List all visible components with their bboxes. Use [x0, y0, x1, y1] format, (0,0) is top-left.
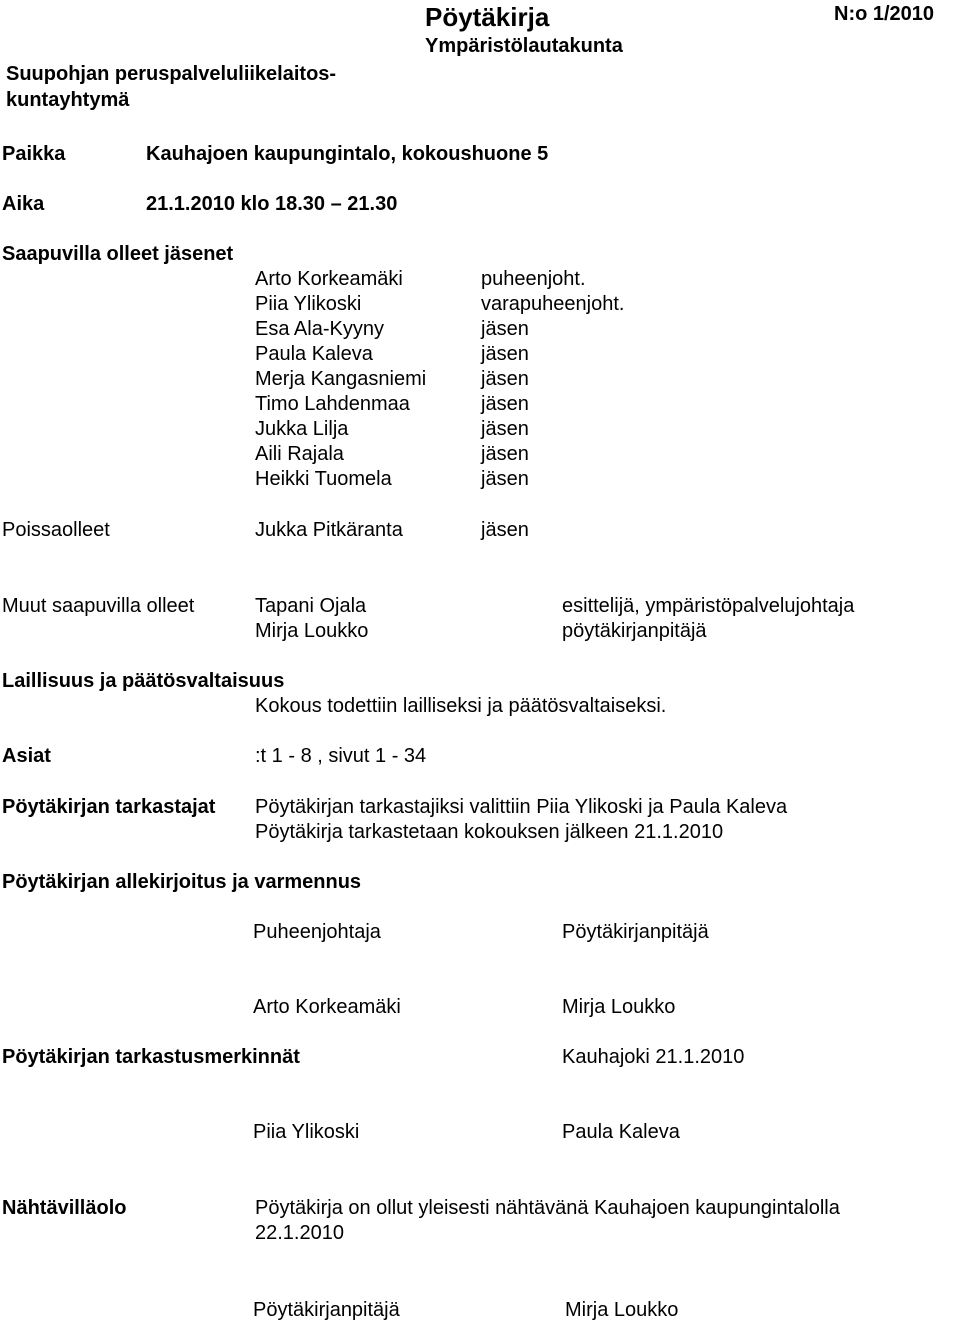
display-sign-title: Pöytäkirjanpitäjä — [253, 1299, 400, 1321]
other-person-role: esittelijä, ympäristöpalvelujohtaja — [562, 595, 855, 617]
member-name: Esa Ala-Kyyny — [255, 318, 384, 340]
absent-label: Poissaolleet — [2, 519, 110, 541]
display-line1: Pöytäkirja on ollut yleisesti nähtävänä Kauhajoen kaupungintalolla — [255, 1197, 840, 1219]
member-role: puheenjoht. — [481, 268, 586, 290]
member-role: jäsen — [481, 393, 529, 415]
secretary-name: Mirja Loukko — [562, 996, 676, 1018]
other-person-name: Tapani Ojala — [255, 595, 367, 617]
display-sign-name: Mirja Loukko — [565, 1299, 679, 1321]
items-text: :t 1 - 8 , sivut 1 - 34 — [255, 745, 427, 767]
organization-name-line2: kuntayhtymä — [6, 89, 130, 111]
member-name: Aili Rajala — [255, 443, 344, 465]
chair-title: Puheenjohtaja — [253, 921, 381, 943]
committee-name: Ympäristölautakunta — [425, 35, 623, 57]
organization-name-line1: Suupohjan peruspalveluliikelaitos- — [6, 63, 337, 85]
member-name: Merja Kangasniemi — [255, 368, 427, 390]
inspectors-label: Pöytäkirjan tarkastajat — [2, 796, 216, 818]
display-label: Nähtävilläolo — [2, 1197, 127, 1219]
chair-name: Arto Korkeamäki — [253, 996, 401, 1018]
member-name: Arto Korkeamäki — [255, 268, 403, 290]
member-name: Jukka Lilja — [255, 418, 349, 440]
time-value: 21.1.2010 klo 18.30 – 21.30 — [146, 193, 398, 215]
display-line2: 22.1.2010 — [255, 1222, 344, 1244]
others-present-label: Muut saapuvilla olleet — [2, 595, 195, 617]
other-person-name: Mirja Loukko — [255, 620, 369, 642]
legality-heading: Laillisuus ja päätösvaltaisuus — [2, 670, 285, 692]
time-label: Aika — [2, 193, 45, 215]
document-title: Pöytäkirja — [425, 2, 550, 32]
inspector-1-name: Piia Ylikoski — [253, 1121, 360, 1143]
present-members-label: Saapuvilla olleet jäsenet — [2, 243, 234, 265]
member-role: jäsen — [481, 443, 529, 465]
member-name: Heikki Tuomela — [255, 468, 392, 490]
member-role: jäsen — [481, 318, 529, 340]
inspector-2-name: Paula Kaleva — [562, 1121, 680, 1143]
member-role: jäsen — [481, 343, 529, 365]
member-name: Paula Kaleva — [255, 343, 373, 365]
items-label: Asiat — [2, 745, 51, 767]
absent-name: Jukka Pitkäranta — [255, 519, 403, 541]
document-number: N:o 1/2010 — [834, 3, 935, 25]
member-name: Piia Ylikoski — [255, 293, 362, 315]
member-role: jäsen — [481, 468, 529, 490]
member-role: varapuheenjoht. — [481, 293, 625, 315]
member-role: jäsen — [481, 418, 529, 440]
secretary-title: Pöytäkirjanpitäjä — [562, 921, 709, 943]
inspectors-line1: Pöytäkirjan tarkastajiksi valittiin Piia Ylikoski ja Paula Kaleva — [255, 796, 788, 818]
review-heading: Pöytäkirjan tarkastusmerkinnät — [2, 1046, 300, 1068]
place-label: Paikka — [2, 143, 66, 165]
member-role: jäsen — [481, 368, 529, 390]
review-place-date: Kauhajoki 21.1.2010 — [562, 1046, 745, 1068]
place-value: Kauhajoen kaupungintalo, kokoushuone 5 — [146, 143, 549, 165]
member-name: Timo Lahdenmaa — [255, 393, 410, 415]
inspectors-line2: Pöytäkirja tarkastetaan kokouksen jälkeen 21.1.2010 — [255, 821, 724, 843]
absent-role: jäsen — [481, 519, 529, 541]
other-person-role: pöytäkirjanpitäjä — [562, 620, 707, 642]
legality-text: Kokous todettiin lailliseksi ja päätösvaltaiseksi. — [255, 695, 667, 717]
signature-heading: Pöytäkirjan allekirjoitus ja varmennus — [2, 871, 362, 893]
